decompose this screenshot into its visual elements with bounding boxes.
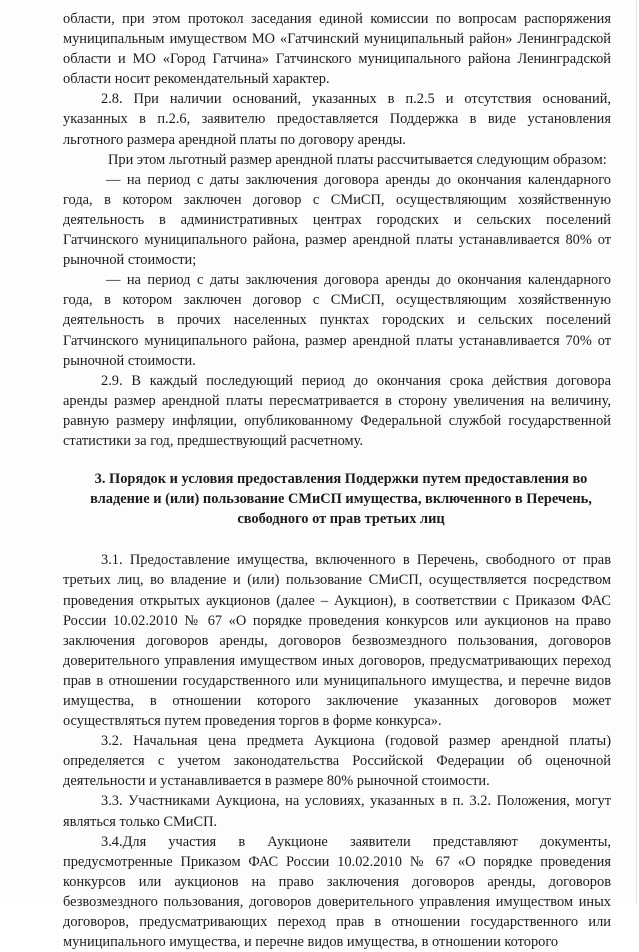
paragraph-3-4: 3.4.Для участия в Аукционе заявители представляют документы, предусмотренные Приказом ФАС России 10.02.2010 № 67 «О порядке проведения конкурсов или аукционов на право заключения договоров аренды, договоров безвозмездного пользования, договоров доверительного управления имуществом иных договоров, предусматривающих переход прав в отношении государственного или муниципального имущества, и перечне видов имущества, в отношении которого <box>63 833 611 951</box>
list-item-dash-70-percent: — на период с даты заключения договора аренды до окончания календарного года, в котором заключен договор с СМиСП, осуществляющим хозяйственную деятельность в прочих населенных пунктах городских и сельских поселений Гатчинского муниципального района, размер арендной платы устанавливается 70% от рыночной стоимости. <box>63 272 611 369</box>
spacer <box>63 451 611 469</box>
document-body <box>63 9 611 952</box>
scan-edge-line <box>636 0 637 904</box>
paragraph-2-7-continuation: области, при этом протокол заседания единой комиссии по вопросам распоряжения муниципальным имуществом МО «Гатчинский муниципальный район» Ленинградской области и МО «Город Гатчина» Гатчинского муниципального района Ленинградской области носит рекомендательный характер. <box>63 11 611 88</box>
paragraph-2-8: 2.8. При наличии оснований, указанных в п.2.5 и отсутствия оснований, указанных в п.2.6, заявителю предоставляется Поддержка в виде установления льготного размера арендной платы по договору аренды. <box>63 91 611 148</box>
list-item-dash-80-percent: — на период с даты заключения договора аренды до окончания календарного года, в котором заключен договор с СМиСП, осуществляющим хозяйственную деятельность в административных центрах городских и сельских поселений Гатчинского муниципального района, размер арендной платы устанавливается 80% от рыночной стоимости; <box>63 171 611 269</box>
section-3-heading: 3. Порядок и условия предоставления Поддержки путем предоставления во владение и (или) пользование СМиСП имущества, включенного в Перечень, свободного от прав третьих лиц <box>90 471 592 528</box>
paragraph-2-8-calculation: При этом льготный размер арендной платы рассчитывается следующим образом: <box>108 151 607 168</box>
spacer <box>63 529 611 550</box>
paragraph-2-9: 2.9. В каждый последующий период до окончания срока действия договора аренды размер арендной платы пересматривается в сторону увеличения на величину, равную размеру инфляции, опубликованному Федеральной службой государственной статистики за год, предшествующий расчетному. <box>63 372 611 449</box>
paragraph-3-3: 3.3. Участниками Аукциона, на условиях, указанных в п. 3.2. Положения, могут являться только СМиСП. <box>63 793 611 830</box>
paragraph-3-1: 3.1. Предоставление имущества, включенного в Перечень, свободного от прав третьих лиц, во владение и (или) пользование СМиСП, осуществляется посредством проведения открытых аукционов (далее – Аукцион), в соответствии с Приказом ФАС России 10.02.2010 № 67 «О порядке проведения конкурсов или аукционов на право заключения договоров аренды, договоров безвозмездного пользования, договоров доверительного управления имуществом иных договоров, предусматривающих переход прав в отношении государственного или муниципального имущества, и перечне видов имущества, в отношении которого заключение указанных договоров может осуществляться путем проведения торгов в форме конкурса». <box>63 552 611 730</box>
paragraph-3-2: 3.2. Начальная цена предмета Аукциона (годовой размер арендной платы) определяется с учетом законодательства Российской Федерации об оценочной деятельности и устанавливается в размере 80% рыночной стоимости. <box>63 733 611 790</box>
